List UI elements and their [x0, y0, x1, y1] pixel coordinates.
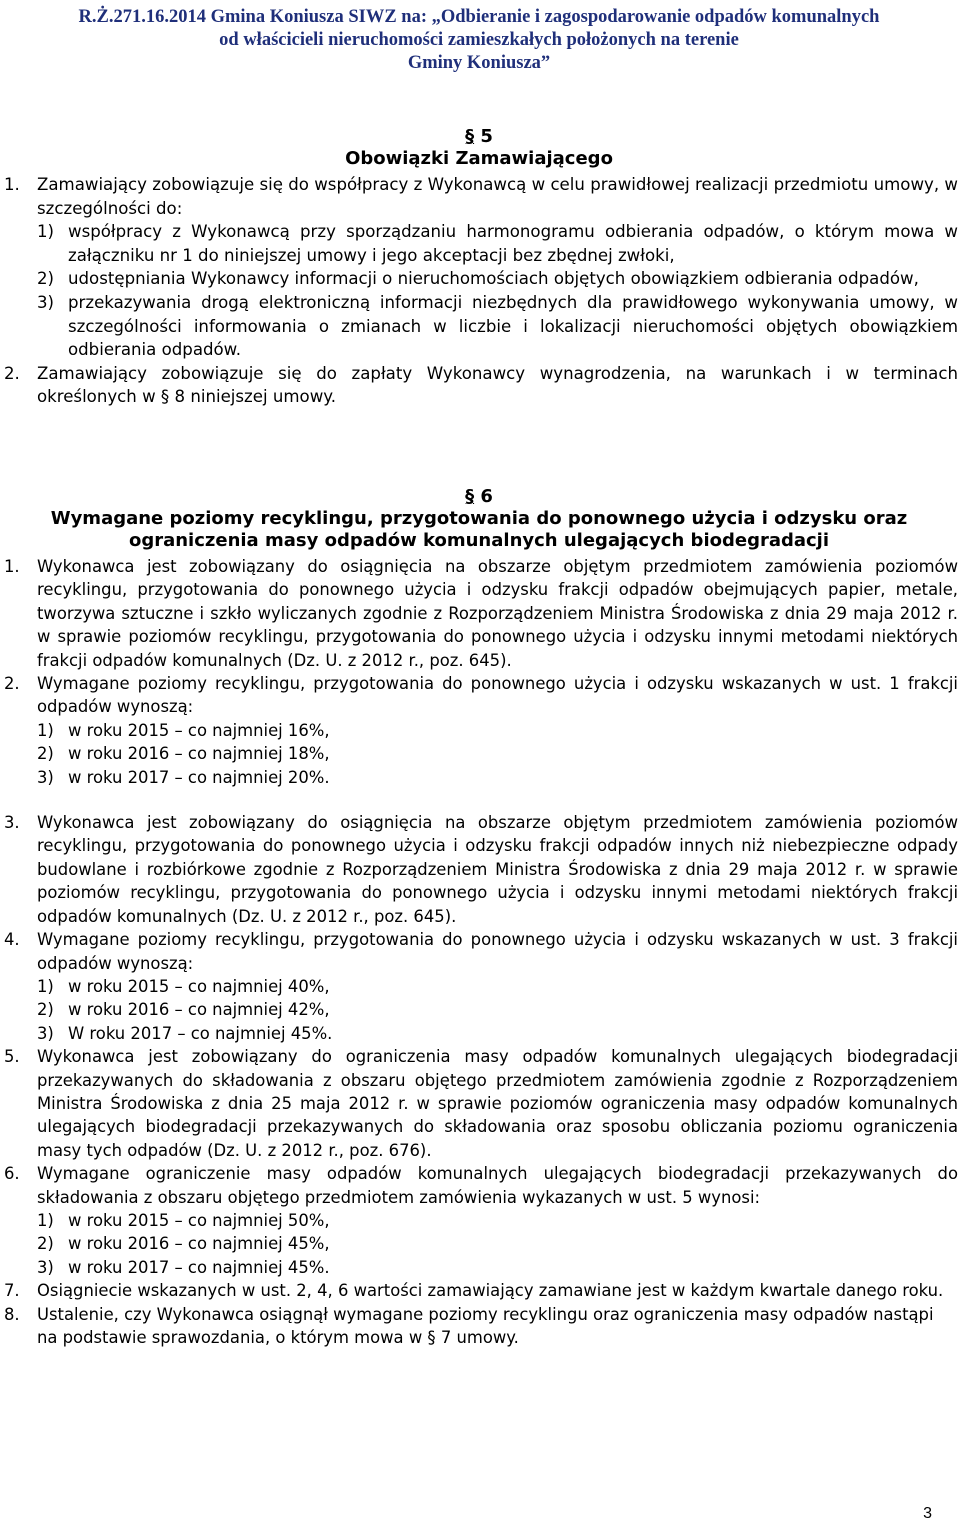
list-item: 5. Wykonawca jest zobowiązany do ograniczenia masy odpadów komunalnych ulegających biodegradacji przekazywanych do składowania z obszaru objętego przedmiotem zamówienia zgodnie z Rozporządzeniem Ministra Środowiska z dnia 25 maja 2012 r. w sprawie poziomów ograniczenia masy odpadów komunalnych ulegających biodegradacji przekazywanych do składowania oraz sposobu obliczania poziomu ograniczenia masy tych odpadów (Dz. U. z 2012 r., poz. 676). — [4, 1047, 958, 1160]
header-line-2: od właścicieli nieruchomości zamieszkałych położonych na terenie — [219, 30, 739, 50]
sub-list-item: 2) w roku 2016 – co najmniej 42%, — [37, 1000, 330, 1020]
header-line-1: R.Ż.271.16.2014 Gmina Koniusza SIWZ na: „Odbieranie i zagospodarowanie odpadów komunalnych — [78, 7, 880, 27]
list-item: 4. Wymagane poziomy recyklingu, przygotowania do ponownego użycia i odzysku wskazanych w ust. 3 frakcji odpadów wynoszą: — [4, 930, 958, 973]
sub-list-item: 2) w roku 2016 – co najmniej 18%, — [37, 744, 330, 764]
sub-list-item: 1) współpracy z Wykonawcą przy sporządzaniu harmonogramu odbierania odpadów, o którym mowa w załączniku nr 1 do niniejszej umowy i jego akceptacji bez zbędnej zwłoki, — [37, 222, 958, 265]
sub-list-item: 3) W roku 2017 – co najmniej 45%. — [37, 1023, 333, 1043]
list-item: 8. Ustalenie, czy Wykonawca osiągnął wymagane poziomy recyklingu oraz ograniczenia masy odpadów nastąpi na podstawie sprawozdania, o którym mowa w § 7 umowy. — [4, 1304, 934, 1347]
list-item: 2. Wymagane poziomy recyklingu, przygotowania do ponownego użycia i odzysku wskazanych w ust. 1 frakcji odpadów wynoszą: — [4, 674, 958, 717]
list-item: 1. Wykonawca jest zobowiązany do osiągnięcia na obszarze objętym przedmiotem zamówienia poziomów recyklingu, przygotowania do ponownego użycia i odzysku frakcji odpadów obejmujących papier, metale, tworzywa sztuczne i szkło wyliczanych zgodnie z Rozporządzeniem Ministra Środowiska z dnia 29 maja 2012 r. w sprawie poziomów recyklingu, przygotowania do ponownego użycia i odzysku innymi metodami niektórych frakcji odpadów komunalnych (Dz. U. z 2012 r., poz. 645). — [4, 557, 958, 670]
sub-list-item: 3) w roku 2017 – co najmniej 45%. — [37, 1257, 330, 1277]
sub-list-item: 1) w roku 2015 – co najmniej 16%, — [37, 720, 330, 740]
sub-list-item: 3) w roku 2017 – co najmniej 20%. — [37, 767, 330, 787]
section-symbol: § — [465, 486, 475, 507]
page-number: 3 — [923, 1505, 932, 1522]
list-item: 3. Wykonawca jest zobowiązany do osiągnięcia na obszarze objętym przedmiotem zamówienia poziomów recyklingu, przygotowania do ponownego użycia i odzysku frakcji odpadów innych niż niebezpieczne odpady budowlane i rozbiórkowe zgodnie z Rozporządzeniem Ministra Środowiska z dnia 29 maja 2012 r. w sprawie poziomów recyklingu, przygotowania do ponownego użycia i odzysku innymi metodami niektórych frakcji odpadów komunalnych (Dz. U. z 2012 r., poz. 645). — [4, 813, 958, 926]
list-item: 7. Osiągniecie wskazanych w ust. 2, 4, 6 wartości zamawiający zamawiane jest w każdym kwartale danego roku. — [4, 1281, 944, 1301]
section-title-line-2: ograniczenia masy odpadów komunalnych ulegających biodegradacji — [128, 530, 830, 551]
sub-list-item: 3) przekazywania drogą elektroniczną informacji niezbędnych dla prawidłowego wykonywania umowy, w szczególności informowania o zmianach w liczbie i lokalizacji nieruchomości objętych obowiązkiem odbierania odpadów. — [37, 292, 958, 360]
sub-list-item: 1) w roku 2015 – co najmniej 40%, — [37, 976, 330, 996]
list-item: 6. Wymagane ograniczenie masy odpadów komunalnych ulegających biodegradacji przekazywanych do składowania z obszaru objętego przedmiotem zamówienia wykazanych w ust. 5 wynosi: — [4, 1164, 958, 1207]
list-item: 1. Zamawiający zobowiązuje się do współpracy z Wykonawcą w celu prawidłowej realizacji przedmiotu umowy, w szczególności do: — [4, 175, 958, 218]
section-number: 5 — [480, 126, 493, 147]
sub-list-item: 2) w roku 2016 – co najmniej 45%, — [37, 1234, 330, 1254]
section-title: Obowiązki Zamawiającego — [345, 148, 613, 169]
header-line-3: Gminy Koniusza” — [407, 53, 551, 73]
document-header — [0, 0, 958, 75]
list-item: 2. Zamawiający zobowiązuje się do zapłaty Wykonawcy wynagrodzenia, na warunkach i w terminach określonych w § 8 niniejszej umowy. — [4, 363, 958, 407]
section-5-body — [0, 173, 958, 409]
section-6-heading — [0, 486, 958, 552]
section-number: 6 — [480, 486, 493, 507]
sub-list-item: 1) w roku 2015 – co najmniej 50%, — [37, 1210, 330, 1230]
section-title-line-1: Wymagane poziomy recyklingu, przygotowania do ponownego użycia i odzysku oraz — [50, 508, 908, 529]
sub-list-item: 2) udostępniania Wykonawcy informacji o nieruchomościach objętych obowiązkiem odbierania odpadów, — [37, 269, 919, 289]
section-symbol: § — [465, 126, 475, 147]
section-6-body — [0, 555, 958, 1349]
section-5-heading — [0, 126, 958, 170]
